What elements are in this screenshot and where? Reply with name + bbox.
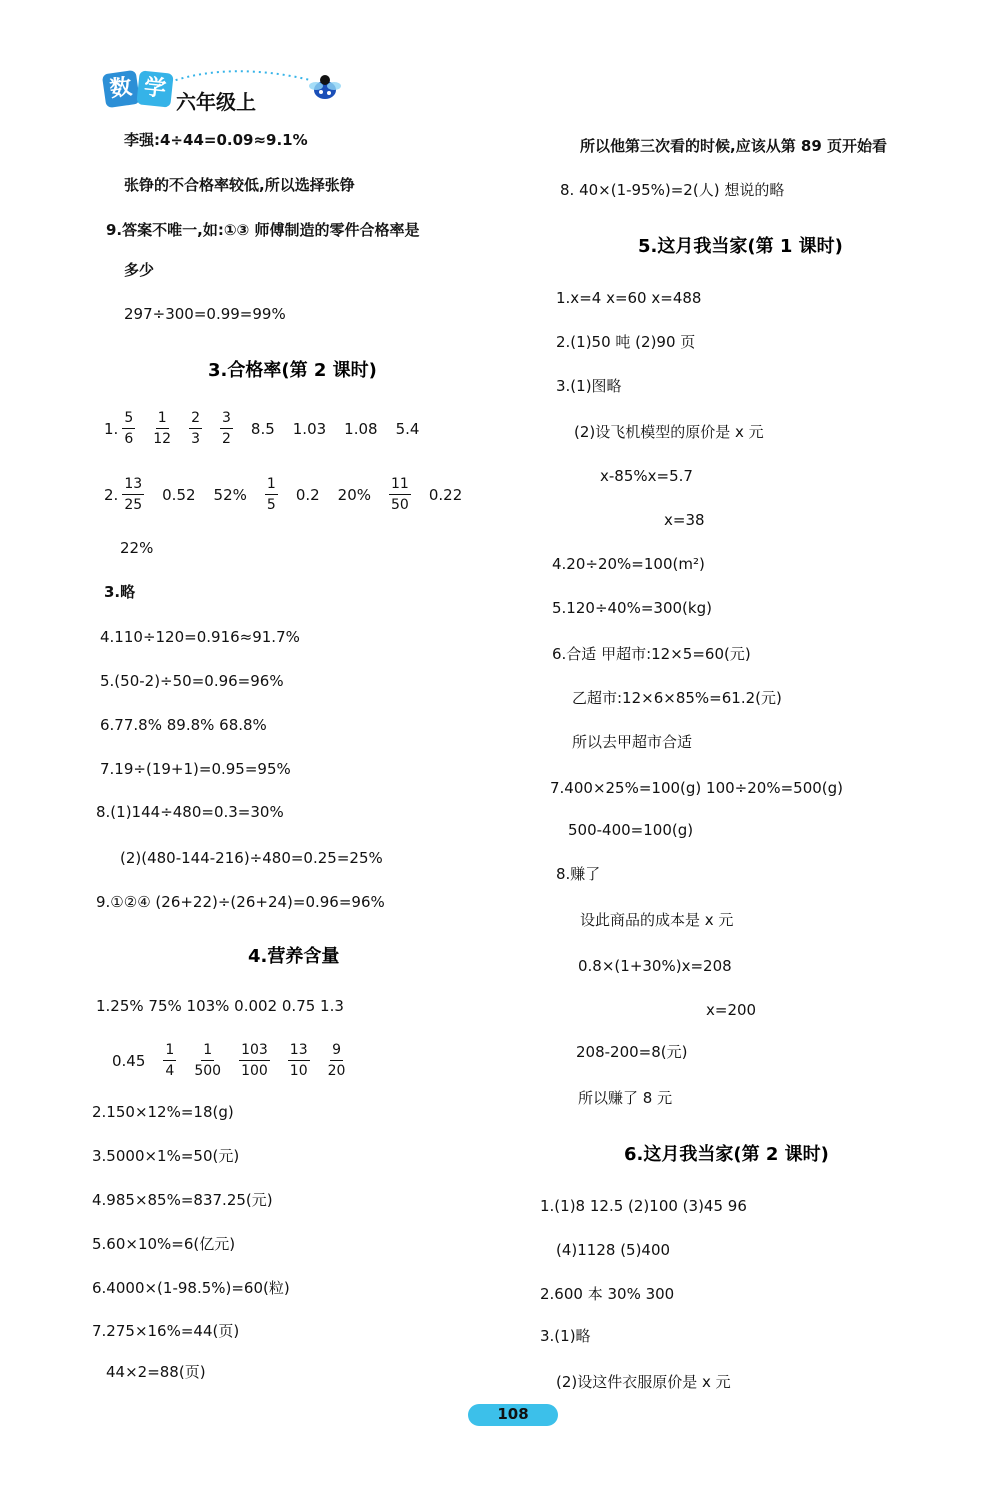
s4-q4: 4.985×85%=837.25(元) (92, 1191, 273, 1209)
r-a6b: 乙超市:12×6×85%=61.2(元) (572, 689, 782, 707)
r-a7b: 500-400=100(g) (568, 821, 694, 839)
q8b: (2)(480-144-216)÷480=0.25=25% (120, 849, 383, 867)
subject-char-1: 数 (102, 70, 140, 108)
right-line-1: 所以他第三次看的时候,应该从第 89 页开始看 (580, 137, 888, 155)
s4-q7b: 44×2=88(页) (106, 1363, 206, 1381)
fraction: $\frac{5}{6}$ (124, 410, 134, 447)
header-badge (100, 66, 360, 116)
s4-q1b-row (112, 1042, 363, 1079)
fraction: $\frac{13}{25}$ (124, 476, 143, 513)
fraction: $\frac{13}{10}$ (289, 1042, 308, 1079)
r-b1: 1.(1)8 12.5 (2)100 (3)45 96 (540, 1197, 747, 1215)
fraction: $\frac{11}{50}$ (391, 476, 409, 513)
section-title-4: 4.营养含量 (248, 946, 340, 967)
r-a8: 8.赚了 (556, 865, 601, 883)
r-a4: 4.20÷20%=100(m²) (552, 555, 705, 573)
page-number: 108 (497, 1405, 529, 1423)
q6: 6.77.8% 89.8% 68.8% (100, 716, 267, 734)
r-b2: 2.600 本 30% 300 (540, 1285, 675, 1303)
s4-q2: 2.150×12%=18(g) (92, 1103, 234, 1121)
s4-q3: 3.5000×1%=50(元) (92, 1147, 240, 1165)
fraction: $\frac{1}{12}$ (153, 410, 172, 447)
fraction: $\frac{1}{5}$ (266, 476, 276, 513)
dotted-trail-icon (140, 68, 320, 88)
value: 52% (213, 485, 247, 504)
q3: 3.略 (104, 583, 136, 601)
left-line-5: 297÷300=0.99=99% (124, 305, 286, 323)
fraction: $\frac{3}{2}$ (221, 410, 231, 447)
section-title-3: 3.合格率(第 2 课时) (208, 360, 377, 381)
q1-label: 1. (104, 419, 119, 438)
r-a8c: 0.8×(1+30%)x=208 (578, 957, 732, 975)
r-a8e: 208-200=8(元) (576, 1043, 688, 1061)
r-b1b: (4)1128 (5)400 (556, 1241, 671, 1259)
subject-char-2: 学 (136, 70, 173, 107)
r-a2: 2.(1)50 吨 (2)90 页 (556, 333, 696, 351)
r-a3d: x=38 (664, 511, 705, 529)
r-a3: 3.(1)图略 (556, 377, 622, 395)
s4-q6: 6.4000×(1-98.5%)=60(粒) (92, 1279, 290, 1297)
value: 5.4 (395, 419, 420, 438)
grade-label: 六年级上 (176, 90, 256, 114)
value: 0.45 (112, 1051, 146, 1070)
q1-row (104, 410, 437, 447)
section-title-6: 6.这月我当家(第 2 课时) (624, 1144, 829, 1165)
value: 0.2 (295, 485, 320, 504)
ladybug-icon (308, 72, 342, 102)
r-a8b: 设此商品的成本是 x 元 (580, 911, 734, 929)
r-a6: 6.合适 甲超市:12×5=60(元) (552, 645, 751, 663)
q4: 4.110÷120=0.916≈91.7% (100, 628, 300, 646)
left-line-3: 9.答案不唯一,如:①③ 师傅制造的零件合格率是 (106, 221, 420, 239)
value: 1.03 (292, 419, 327, 438)
r-a1: 1.x=4 x=60 x=488 (556, 289, 702, 307)
fraction: $\frac{2}{3}$ (191, 410, 200, 447)
q2-continuation: 22% (120, 539, 154, 557)
r-a3c: x-85%x=5.7 (600, 467, 693, 485)
right-line-2: 8. 40×(1-95%)=2(人) 想说的略 (560, 181, 785, 199)
r-b3b: (2)设这件衣服原价是 x 元 (556, 1373, 731, 1391)
left-line-1: 李强:4÷44=0.09≈9.1% (124, 131, 308, 149)
r-a8d: x=200 (706, 1001, 757, 1019)
s4-q5: 5.60×10%=6(亿元) (92, 1235, 236, 1253)
q9: 9.①②④ (26+22)÷(26+24)=0.96=96% (96, 893, 385, 911)
r-a8f: 所以赚了 8 元 (578, 1089, 673, 1107)
fraction: $\frac{9}{20}$ (327, 1042, 346, 1079)
r-a5: 5.120÷40%=300(kg) (552, 599, 712, 617)
r-a6c: 所以去甲超市合适 (572, 733, 693, 751)
q7: 7.19÷(19+1)=0.95=95% (100, 760, 291, 778)
value: 20% (337, 485, 372, 504)
q2-label: 2. (104, 485, 119, 504)
q5: 5.(50-2)÷50=0.96=96% (100, 672, 284, 690)
fraction: $\frac{103}{100}$ (241, 1042, 268, 1079)
page-number-badge (468, 1402, 558, 1428)
value: 0.52 (162, 485, 196, 504)
q8a: 8.(1)144÷480=0.3=30% (96, 803, 284, 821)
r-b3: 3.(1)略 (540, 1327, 591, 1345)
value: 0.22 (428, 485, 463, 504)
value: 1.08 (344, 419, 378, 438)
q2-row (104, 476, 480, 513)
section-title-5: 5.这月我当家(第 1 课时) (638, 236, 843, 257)
s4-q7: 7.275×16%=44(页) (92, 1322, 240, 1340)
left-line-2: 张铮的不合格率较低,所以选择张铮 (124, 176, 355, 194)
s4-q1: 1.25% 75% 103% 0.002 0.75 1.3 (96, 997, 344, 1015)
fraction: $\frac{1}{4}$ (165, 1042, 175, 1079)
value: 8.5 (250, 419, 275, 438)
r-a3b: (2)设飞机模型的原价是 x 元 (574, 423, 764, 441)
fraction: $\frac{1}{500}$ (194, 1042, 222, 1079)
left-line-4: 多少 (124, 261, 155, 279)
r-a7: 7.400×25%=100(g) 100÷20%=500(g) (550, 779, 844, 797)
